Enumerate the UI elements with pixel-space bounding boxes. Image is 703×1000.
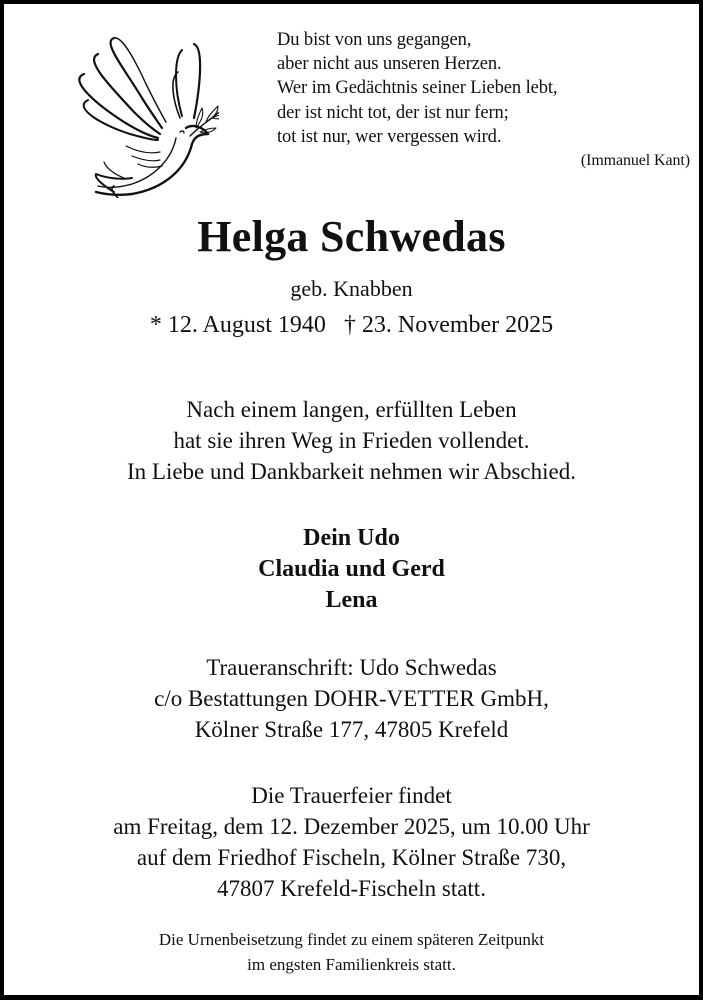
funeral-ceremony-info [4,780,699,904]
ceremony-line: auf dem Friedhof Fischeln, Kölner Straße 730, [136,845,567,870]
address-line: c/o Bestattungen DOHR-VETTER GmbH, [154,686,549,711]
urn-burial-note [4,927,699,977]
family-member: Lena [325,587,378,613]
poem-line: Wer im Gedächtnis seiner Lieben lebt, [277,78,558,99]
poem-line: tot ist nur, wer vergessen wird. [277,126,502,147]
urn-line: im engsten Familienkreis statt. [247,955,456,974]
maiden-name: geb. Knabben [290,276,413,301]
ceremony-line: Die Trauerfeier findet [251,783,452,808]
address-line: Traueranschrift: Udo Schwedas [206,655,497,680]
family-member: Claudia und Gerd [258,556,445,582]
address-line: Kölner Straße 177, 47805 Krefeld [194,717,509,742]
farewell-line: hat sie ihren Weg in Frieden vollendet. [173,428,530,453]
ceremony-line: am Freitag, dem 12. Dezember 2025, um 10.00 Uhr [113,814,590,839]
family-signatures [4,523,699,616]
urn-line: Die Urnenbeisetzung findet zu einem späteren Zeitpunkt [158,930,545,949]
birth-date: * 12. August 1940 [149,312,326,338]
cross-icon: † [343,312,356,338]
poem-quote [277,28,702,173]
dove-with-olive-branch-icon [54,28,219,198]
deceased-name: Helga Schwedas [197,212,506,261]
death-date: 23. November 2025 [361,312,554,338]
ceremony-line: 47807 Krefeld-Fischeln statt. [217,876,486,901]
poem-line: Du bist von uns gegangen, [277,30,472,50]
farewell-line: Nach einem langen, erfüllten Leben [186,397,517,422]
family-member: Dein Udo [303,525,400,551]
farewell-line: In Liebe und Dankbarkeit nehmen wir Abschied. [126,459,576,484]
poem-line: aber nicht aus unseren Herzen. [277,54,502,75]
mourning-address [4,652,699,745]
life-dates [4,308,699,342]
poem-line: der ist nicht tot, der ist nur fern; [277,102,509,123]
poem-author: (Immanuel Kant) [580,152,690,170]
farewell-text [4,394,699,487]
